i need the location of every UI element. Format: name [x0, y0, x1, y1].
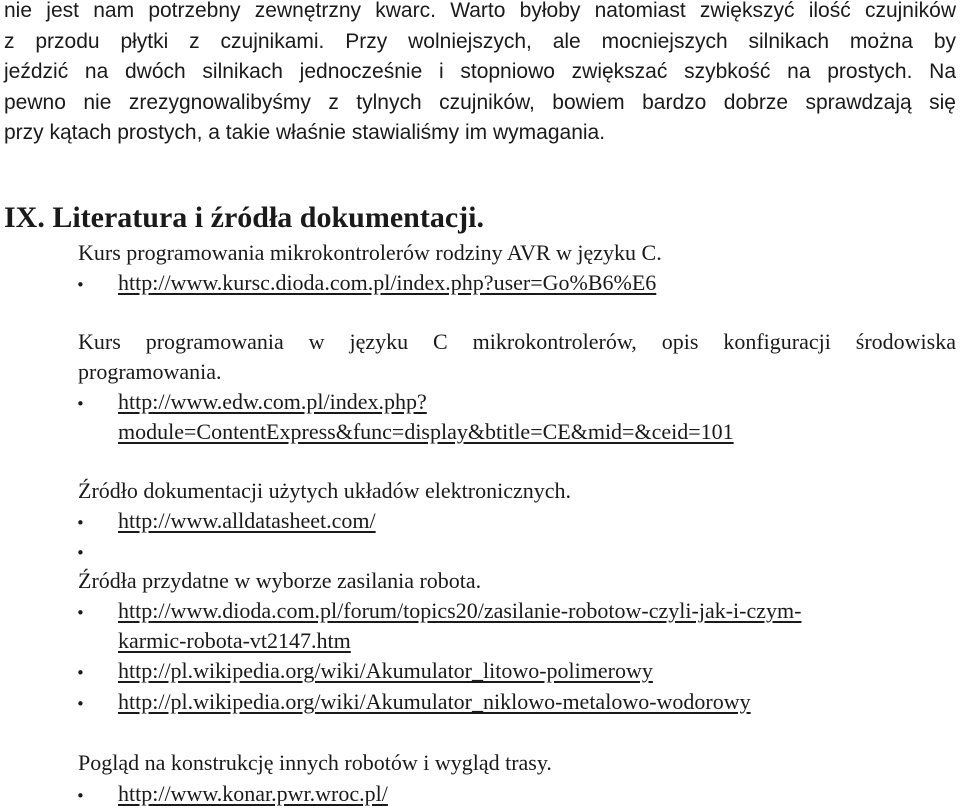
reference-link-continued[interactable]: module=ContentExpress&func=display&btitle=CE&mid=&ceid=101: [118, 419, 734, 444]
section-heading: IX. Literatura i źródła dokumentacji.: [4, 201, 484, 234]
bullet-icon: •: [76, 695, 85, 713]
reference-link[interactable]: http://www.konar.pwr.wroc.pl/: [118, 781, 388, 806]
group-title: programowania.: [78, 359, 222, 384]
reference-link[interactable]: http://pl.wikipedia.org/wiki/Akumulator_niklowo-metalowo-wodorowy: [118, 689, 751, 714]
link-item[interactable]: [118, 600, 801, 622]
link-item[interactable]: [118, 510, 376, 532]
bullet-icon: •: [76, 544, 85, 562]
link-item[interactable]: [118, 272, 656, 294]
group-title: Źródła przydatne w wyborze zasilania robota.: [78, 568, 482, 593]
link-item[interactable]: [118, 660, 653, 682]
group-title: Źródło dokumentacji użytych układów elektronicznych.: [78, 478, 572, 503]
reference-link[interactable]: http://pl.wikipedia.org/wiki/Akumulator_litowo-polimerowy: [118, 658, 653, 683]
link-item[interactable]: [118, 630, 351, 652]
intro-line: jeździć na dwóch silnikach jednocześnie i stopniowo zwiększać szybkość na prostych. Na: [4, 60, 956, 83]
bullet-icon: •: [76, 514, 85, 532]
link-item[interactable]: [118, 691, 751, 713]
bullet-icon: •: [76, 276, 85, 294]
group-title: Kurs programowania mikrokontrolerów rodziny AVR w języku C.: [78, 240, 662, 265]
bullet-icon: •: [76, 664, 85, 682]
bullet-icon: •: [76, 604, 85, 622]
group-title: Kurs programowania w języku C mikrokontrolerów, opis konfiguracji środowiska: [78, 329, 956, 354]
intro-line: nie jest nam potrzebny zewnętrzny kwarc. Warto byłoby natomiast zwiększyć ilość czujników: [4, 0, 956, 22]
link-item[interactable]: [118, 783, 388, 805]
bullet-icon: •: [76, 787, 85, 805]
intro-line: pewno nie zrezygnowalibyśmy z tylnych czujników, bowiem bardzo dobrze sprawdzają się: [4, 91, 956, 114]
reference-link-continued[interactable]: karmic-robota-vt2147.htm: [118, 628, 351, 653]
reference-link[interactable]: http://www.dioda.com.pl/forum/topics20/zasilanie-robotow-czyli-jak-i-czym-: [118, 598, 802, 623]
reference-link[interactable]: http://www.edw.com.pl/index.php?: [118, 389, 427, 414]
intro-line: przy kątach prostych, a takie właśnie stawialiśmy im wymagania.: [4, 121, 606, 144]
reference-link[interactable]: http://www.alldatasheet.com/: [118, 508, 376, 533]
bullet-icon: •: [76, 395, 85, 413]
reference-link[interactable]: http://www.kursc.dioda.com.pl/index.php?user=Go%B6%E6: [118, 270, 657, 295]
link-item[interactable]: [118, 421, 734, 443]
intro-line: z przodu płytki z czujnikami. Przy wolniejszych, ale mocniejszych silnikach można by: [4, 30, 956, 53]
link-item[interactable]: [118, 391, 427, 413]
group-title: Pogląd na konstrukcję innych robotów i wygląd trasy.: [78, 750, 552, 775]
